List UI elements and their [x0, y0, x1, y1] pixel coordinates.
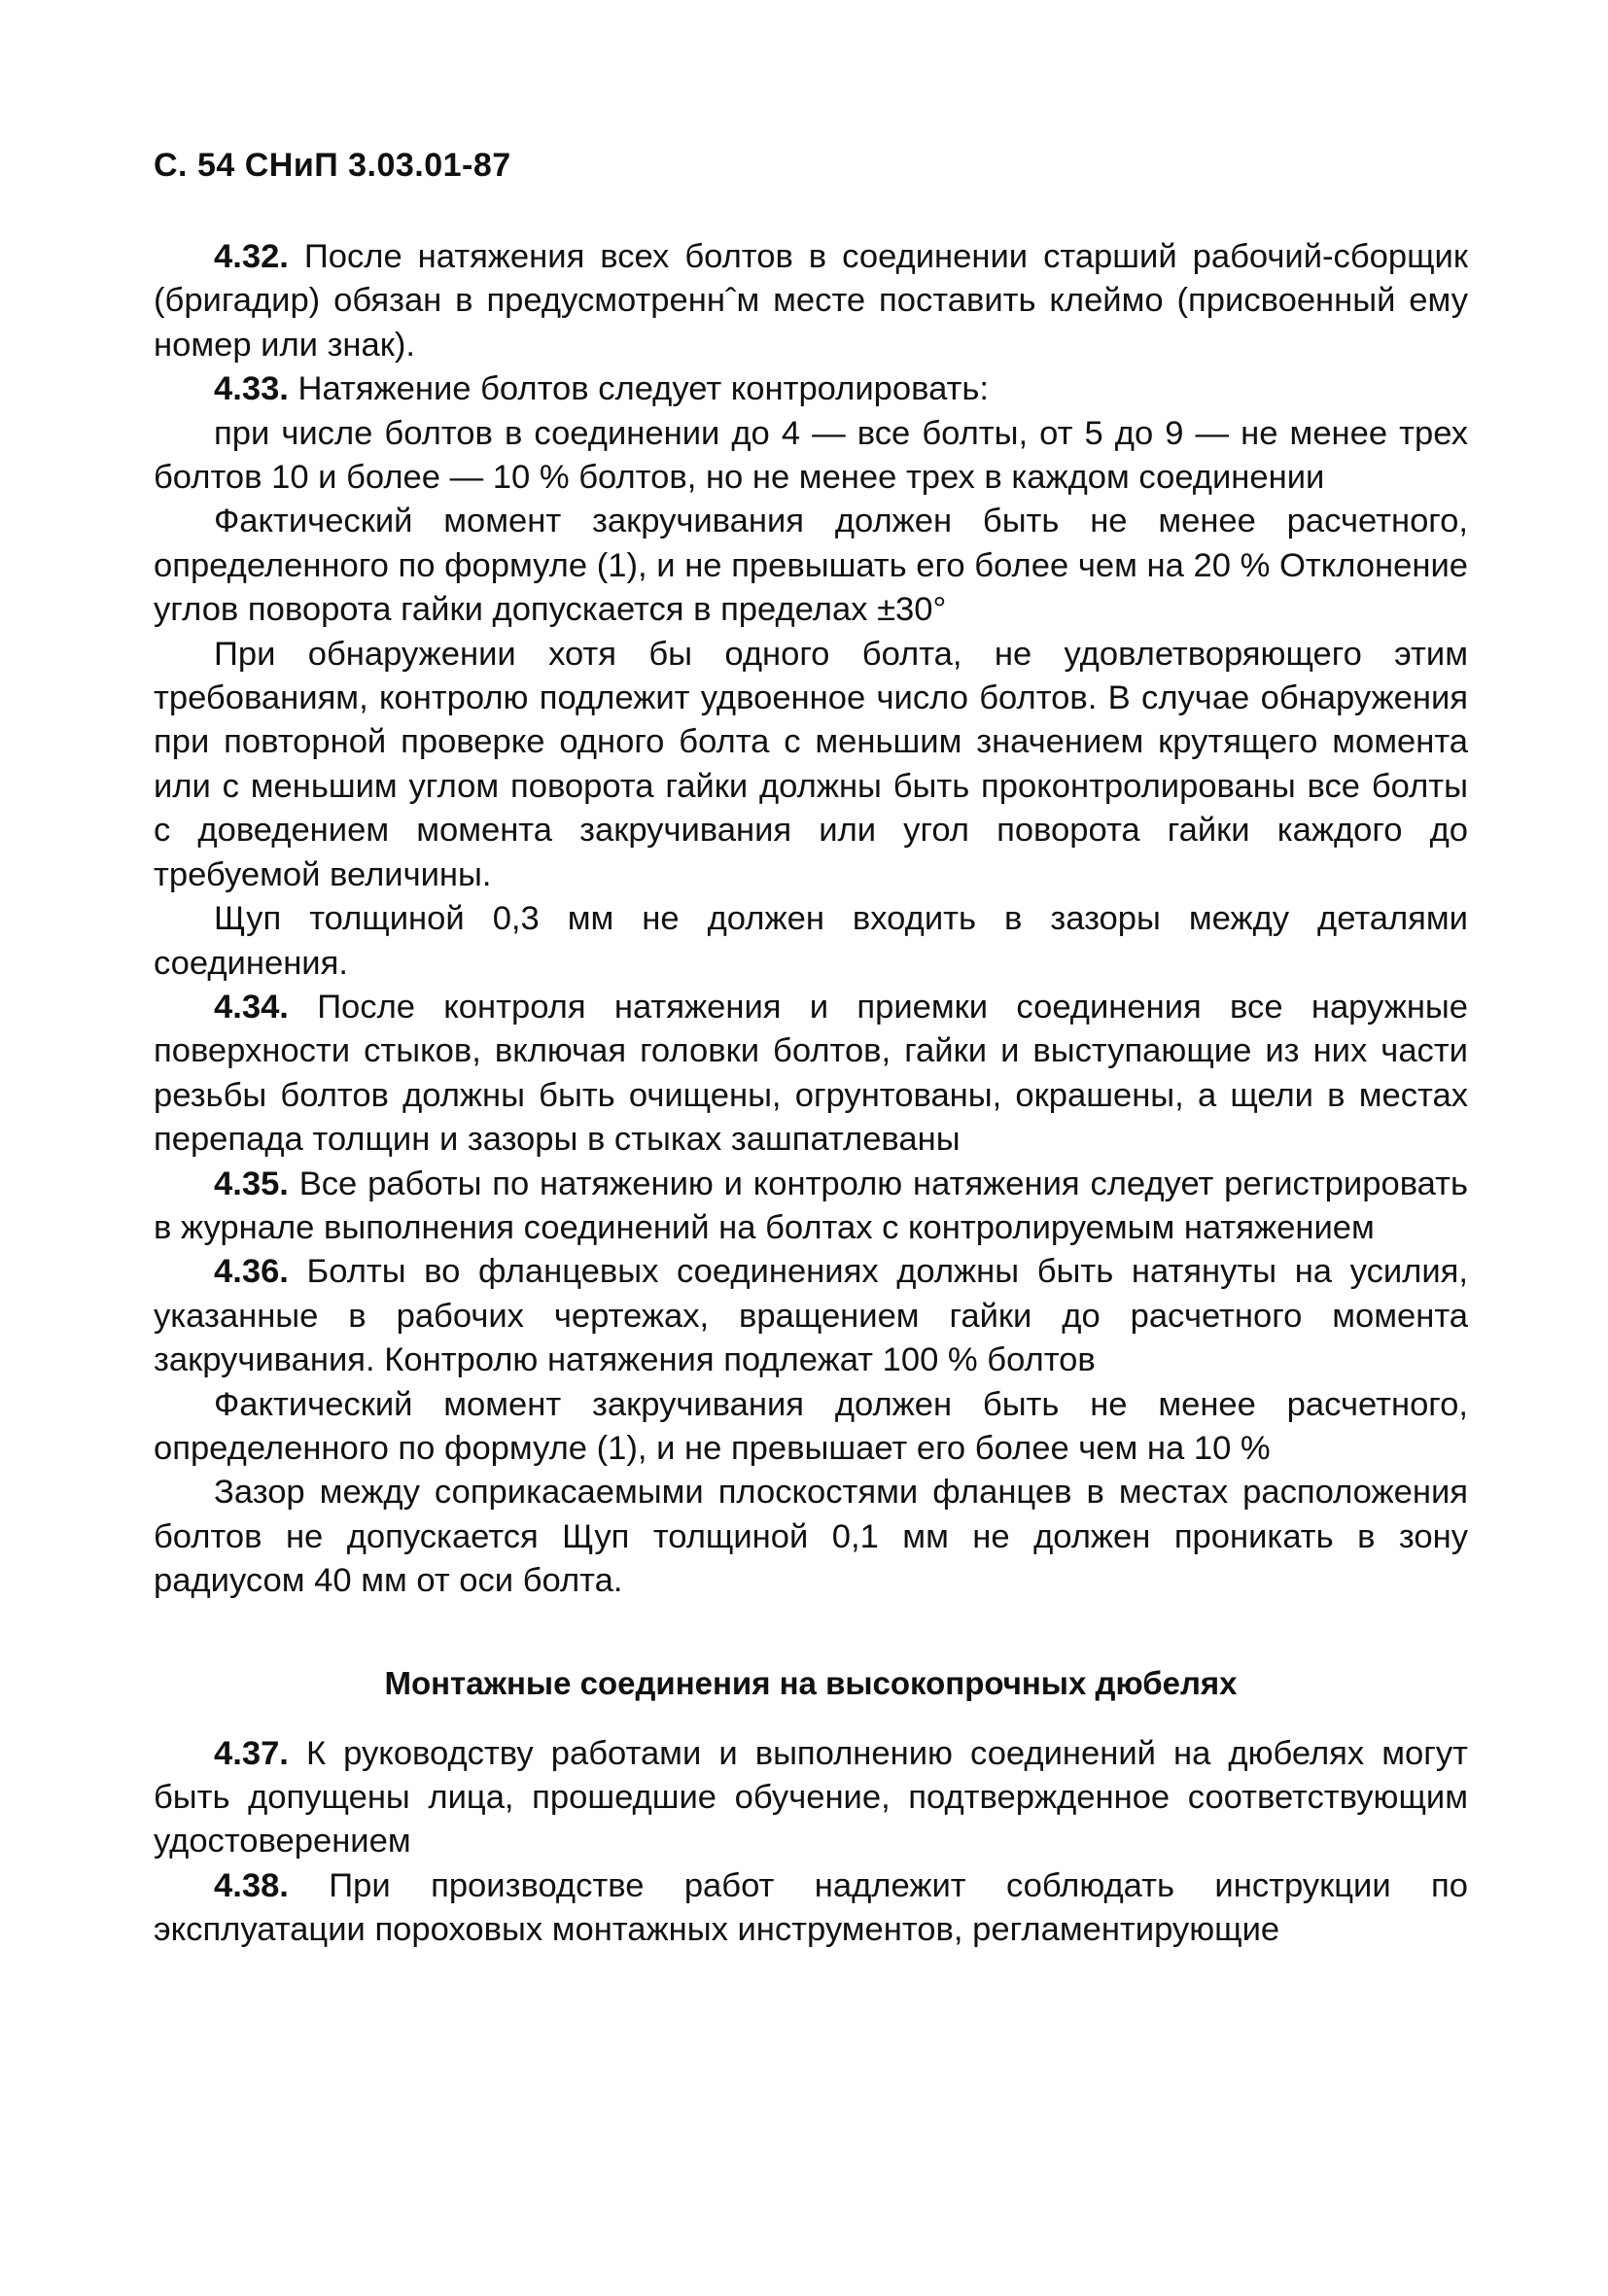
paragraph-text: После контроля натяжения и приемки соединения все наружные поверхности стыков, включая головки болтов, гайки и выступающие из них части резьбы болтов должны быть очищены, огрунтованы, окрашены, а щели в местах перепада толщин и зазоры в стыках зашпатлеваны: [154, 988, 1468, 1159]
paragraph-4-33-feeler-gauge: [154, 897, 1468, 986]
paragraph-4-37: [154, 1732, 1468, 1864]
paragraph-text: Щуп толщиной 0,3 мм не должен входить в зазоры между деталями соединения.: [154, 900, 1468, 982]
paragraph-4-38: [154, 1864, 1468, 1953]
paragraph-text: К руководству работами и выполнению соединений на дюбелях могут быть допущены лица, прошедшие обучение, подтвержденное соответствующим удостоверением: [154, 1734, 1468, 1861]
paragraph-4-34: [154, 986, 1468, 1163]
clause-number: 4.32.: [214, 238, 289, 275]
clause-number: 4.35.: [214, 1165, 289, 1202]
paragraph-text: Все работы по натяжению и контролю натяжения следует регистрировать в журнале выполнения соединений на болтах с контролируемым натяжением: [154, 1165, 1468, 1246]
paragraph-4-32: [154, 235, 1468, 367]
paragraph-4-35: [154, 1163, 1468, 1251]
paragraph-text: Фактический момент закручивания должен быть не менее расчетного, определенного по формуле (1), и не превышать его более чем на 20 % Отклонение углов поворота гайки допускается в пределах ±30°: [154, 503, 1468, 629]
paragraph-4-33-recheck: [154, 633, 1468, 897]
paragraphs-section-a: [154, 235, 1468, 1604]
section-title: Монтажные соединения на высокопрочных дюбелях: [384, 1664, 1238, 1701]
paragraph-text: Фактический момент закручивания должен быть не менее расчетного, определенного по формуле (1), и не превышает его более чем на 10 %: [154, 1385, 1468, 1467]
paragraph-4-33-torque: [154, 500, 1468, 632]
paragraph-text: При обнаружении хотя бы одного болта, не удовлетворяющего этим требованиям, контролю подлежит удвоенное число болтов. В случае обнаружения при повторной проверке одного болта с меньшим значением крутящего момента или с меньшим углом поворота гайки должны быть проконтролированы все болты с доведением момента закручивания или угол поворота гайки каждого до требуемой величины.: [154, 635, 1468, 893]
paragraph-4-33: [154, 367, 1468, 411]
clause-number: 4.37.: [214, 1734, 289, 1772]
paragraph-text: при числе болтов в соединении до 4 — все болты, от 5 до 9 — не менее трех болтов 10 и более — 10 % болтов, но не менее трех в каждом соединении: [154, 414, 1468, 497]
paragraph-text: Зазор между соприкасаемыми плоскостями фланцев в местах расположения болтов не допускается Щуп толщиной 0,1 мм не должен проникать в зону радиусом 40 мм от оси болта.: [154, 1474, 1468, 1600]
paragraph-4-36-torque: [154, 1383, 1468, 1472]
paragraph-text: Болты во фланцевых соединениях должны быть натянуты на усилия, указанные в рабочих чертежах, вращением гайки до расчетного момента закручивания. Контролю натяжения подлежат 100 % болтов: [154, 1253, 1468, 1379]
clause-number: 4.36.: [214, 1253, 289, 1291]
document-page: [154, 146, 1468, 1953]
page-header: С. 54 СНиП 3.03.01-87: [154, 147, 511, 184]
paragraphs-section-b: [154, 1732, 1468, 1953]
paragraph-4-36: [154, 1250, 1468, 1382]
clause-number: 4.38.: [214, 1866, 289, 1904]
paragraph-4-36-gap: [154, 1471, 1468, 1603]
paragraph-text: При производстве работ надлежит соблюдать инструкции по эксплуатации пороховых монтажных инструментов, регламентирующие: [154, 1866, 1468, 1949]
paragraph-text: Натяжение болтов следует контролировать:: [288, 370, 990, 408]
paragraph-4-33-bolt-count: [154, 412, 1468, 501]
clause-number: 4.33.: [214, 370, 289, 408]
clause-number: 4.34.: [214, 988, 289, 1026]
paragraph-text: После натяжения всех болтов в соединении старший рабочий-сборщик (бригадир) обязан в предусмотреннˆм месте поставить клеймо (присвоенный ему номер или знак).: [154, 238, 1468, 364]
